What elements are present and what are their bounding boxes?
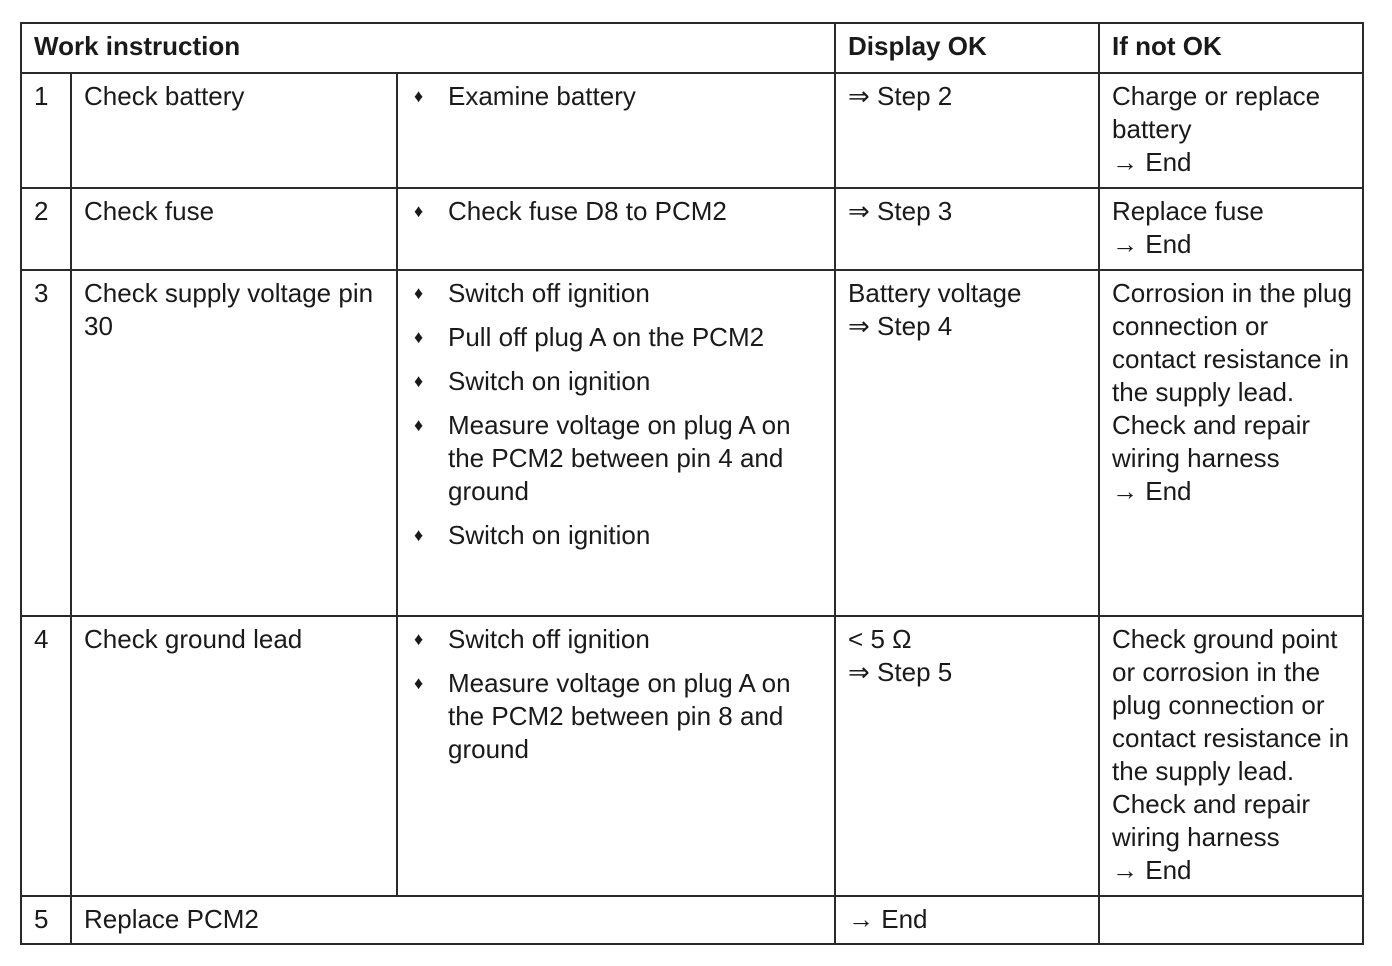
table-row: [21, 616, 1363, 896]
step-task: Check fuse: [71, 188, 397, 270]
step-number: 3: [21, 270, 71, 616]
step-number: 4: [21, 616, 71, 896]
if-not-ok-cell: Check ground point or corrosion in the plug connection or contact resistance in the supply lead. Check and repair wiring harness → End: [1099, 616, 1363, 896]
display-ok-cell: → End: [835, 896, 1099, 944]
bullet-icon: ♦: [414, 371, 424, 391]
step-actions: [397, 73, 835, 188]
action-item: ♦ Switch on ignition: [414, 520, 651, 550]
action-item: ♦ Measure voltage on plug A on the PCM2 between pin 4 and ground: [414, 410, 791, 506]
step-actions: [397, 616, 835, 896]
step-task: Replace PCM2: [71, 896, 835, 944]
if-not-ok-cell: Charge or replace battery → End: [1099, 73, 1363, 188]
table-header-row: [21, 23, 1363, 73]
table-row: [21, 188, 1363, 270]
step-actions: [397, 188, 835, 270]
step-number: 2: [21, 188, 71, 270]
table-row: [21, 270, 1363, 616]
action-item: ♦ Measure voltage on plug A on the PCM2 between pin 8 and ground: [414, 668, 791, 764]
table-row: [21, 73, 1363, 188]
step-task: Check supply voltage pin 30: [71, 270, 397, 616]
display-ok-cell: < 5 Ω ⇒ Step 5: [835, 616, 1099, 896]
display-ok-cell: Battery voltage ⇒ Step 4: [835, 270, 1099, 616]
if-not-ok-cell: Corrosion in the plug connection or contact resistance in the supply lead. Check and repair wiring harness → End: [1099, 270, 1363, 616]
bullet-icon: ♦: [414, 673, 424, 693]
header-display-ok: Display OK: [835, 23, 1099, 73]
bullet-icon: ♦: [414, 415, 424, 435]
if-not-ok-cell: Replace fuse → End: [1099, 188, 1363, 270]
display-ok-cell: ⇒ Step 3: [835, 188, 1099, 270]
bullet-icon: ♦: [414, 327, 424, 347]
header-if-not-ok: If not OK: [1099, 23, 1363, 73]
bullet-icon: ♦: [414, 525, 424, 545]
if-not-ok-cell: [1099, 896, 1363, 944]
step-number: 5: [21, 896, 71, 944]
action-item: ♦ Check fuse D8 to PCM2: [414, 196, 727, 226]
action-item: ♦ Examine battery: [414, 81, 636, 111]
action-item: ♦ Pull off plug A on the PCM2: [414, 322, 765, 352]
bullet-icon: ♦: [414, 201, 424, 221]
action-item: ♦ Switch off ignition: [414, 624, 650, 654]
bullet-icon: ♦: [414, 629, 424, 649]
action-item: ♦ Switch off ignition: [414, 278, 650, 308]
header-work-instruction: Work instruction: [21, 23, 835, 73]
step-task: Check battery: [71, 73, 397, 188]
step-actions: [397, 270, 835, 616]
display-ok-cell: ⇒ Step 2: [835, 73, 1099, 188]
action-item: ♦ Switch on ignition: [414, 366, 651, 396]
bullet-icon: ♦: [414, 86, 424, 106]
work-instruction-table: [20, 22, 1364, 945]
step-task: Check ground lead: [71, 616, 397, 896]
step-number: 1: [21, 73, 71, 188]
table-row: [21, 896, 1363, 944]
bullet-icon: ♦: [414, 283, 424, 303]
